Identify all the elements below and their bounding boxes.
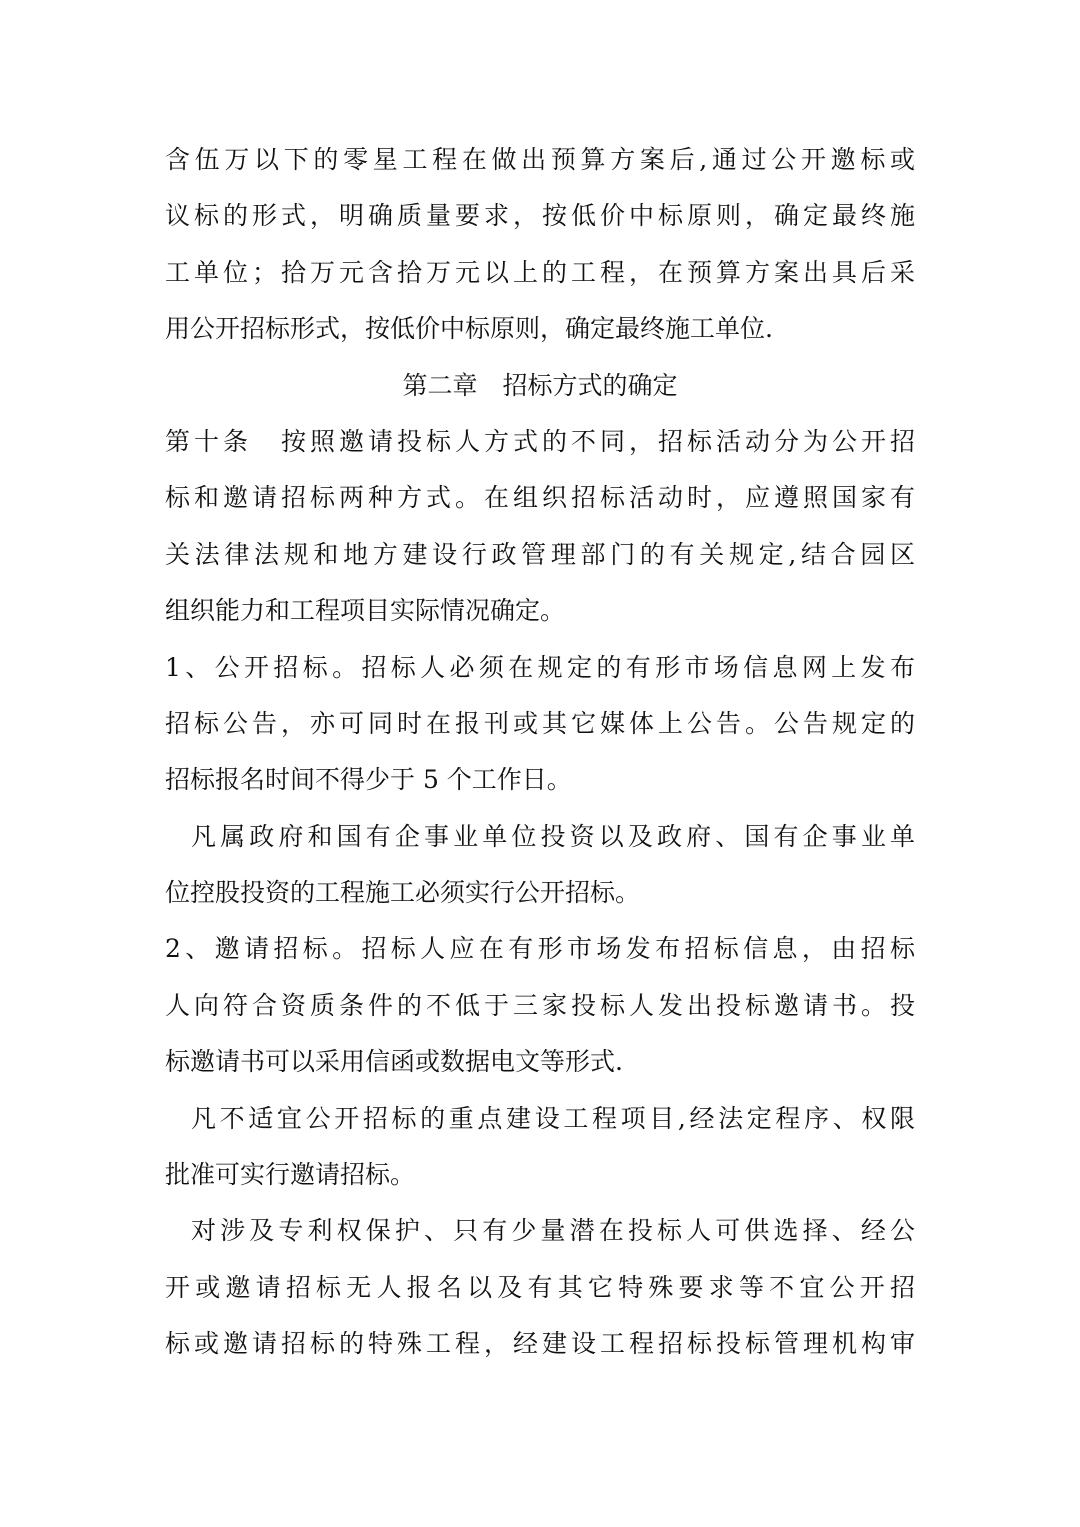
text-line: 含伍万以下的零星工程在做出预算方案后,通过公开邀标或	[165, 145, 915, 174]
document-page	[165, 140, 915, 1381]
text-line: 开或邀请招标无人报名以及有其它特殊要求等不宜公开招	[165, 1272, 915, 1302]
text-line: 批准可实行邀请招标。	[165, 1160, 416, 1190]
text-line: 凡不适宜公开招标的重点建设工程项目,经法定程序、权限	[191, 1103, 915, 1133]
text-line: 对涉及专利权保护、只有少量潜在投标人可供选择、经公	[191, 1216, 915, 1246]
text-line: 组织能力和工程项目实际情况确定。	[165, 596, 566, 626]
text-line: 位控股投资的工程施工必须实行公开招标。	[165, 878, 641, 908]
text-line: 2、邀请招标。招标人应在有形市场发布招标信息，由招标	[165, 934, 915, 964]
text-line: 人向符合资质条件的不低于三家投标人发出投标邀请书。投	[165, 990, 915, 1020]
text-line: 标和邀请招标两种方式。在组织招标活动时，应遵照国家有	[165, 483, 915, 513]
text-line: 议标的形式，明确质量要求，按低价中标原则，确定最终施	[165, 201, 915, 231]
text-line: 招标公告，亦可同时在报刊或其它媒体上公告。公告规定的	[165, 708, 915, 738]
text-line: 第十条 按照邀请投标人方式的不同，招标活动分为公开招	[165, 426, 915, 456]
text-line: 关法律法规和地方建设行政管理部门的有关规定,结合园区	[165, 539, 915, 569]
chapter-heading: 第二章 招标方式的确定	[402, 370, 678, 400]
text-line: 标或邀请招标的特殊工程，经建设工程招标投标管理机构审	[165, 1329, 915, 1359]
text-line: 工单位；拾万元含拾万元以上的工程，在预算方案出具后采	[165, 257, 915, 287]
text-line: 用公开招标形式，按低价中标原则，确定最终施工单位.	[165, 314, 773, 344]
text-line: 标邀请书可以采用信函或数据电文等形式.	[165, 1047, 623, 1077]
text-line: 凡属政府和国有企事业单位投资以及政府、国有企事业单	[191, 821, 915, 851]
text-line: 1、公开招标。招标人必须在规定的有形市场信息网上发布	[165, 652, 915, 682]
text-line: 招标报名时间不得少于 5 个工作日。	[165, 765, 572, 795]
